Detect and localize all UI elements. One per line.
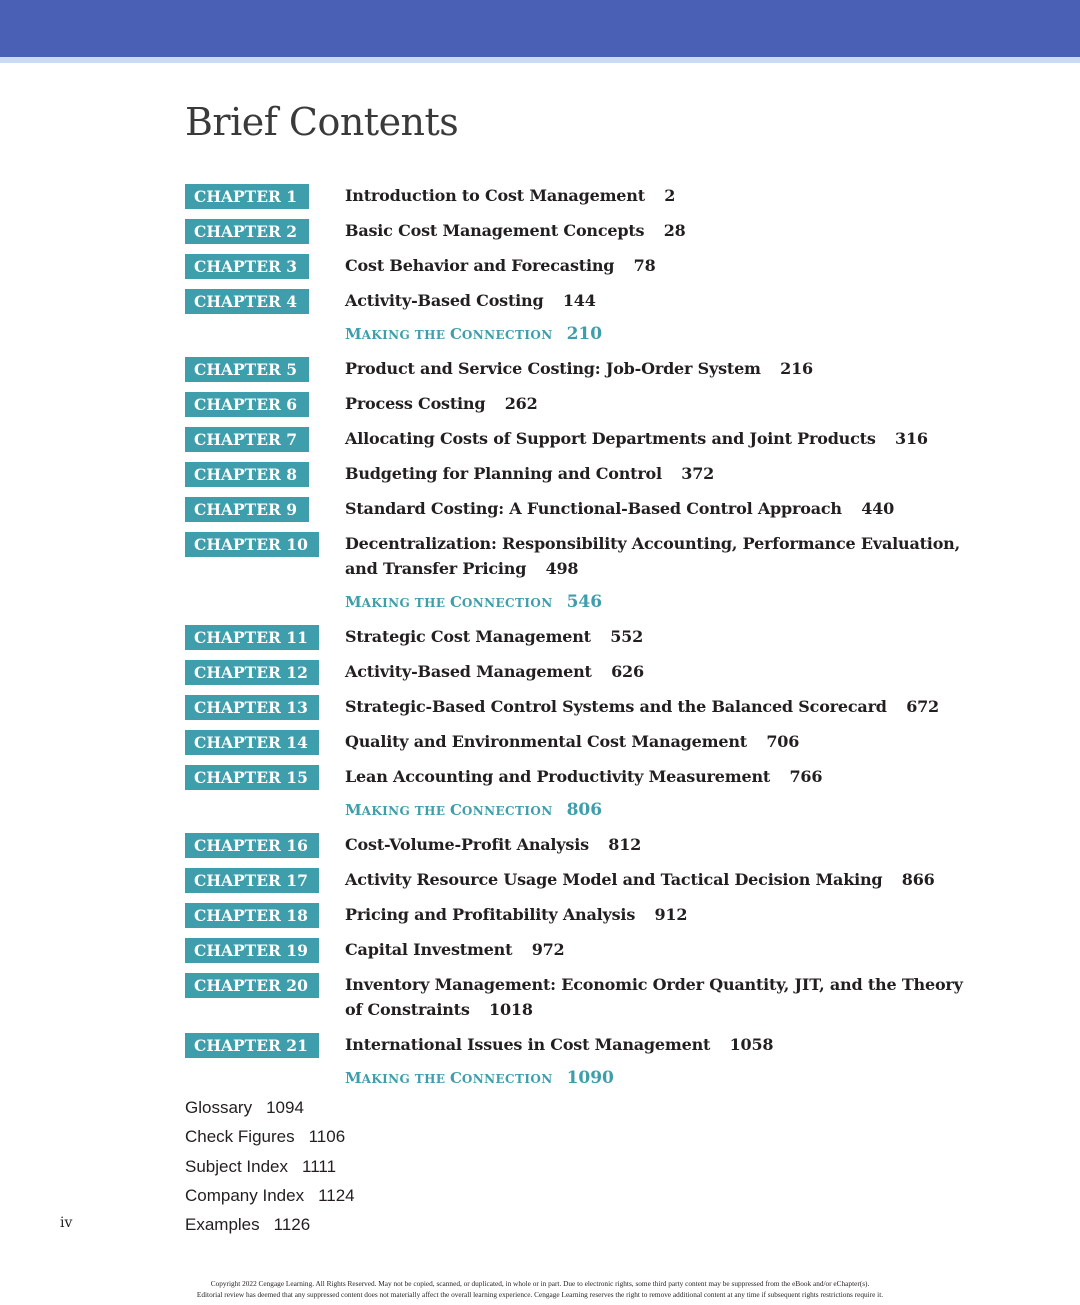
- backmatter-title: Subject Index: [185, 1156, 289, 1176]
- toc-entry[interactable]: [185, 867, 975, 892]
- page-number: 1018: [489, 1000, 533, 1019]
- chapter-title: Activity-Based Costing: [345, 291, 544, 310]
- chapter-badge: CHAPTER 10: [185, 532, 319, 557]
- chapter-entry: [345, 867, 975, 892]
- page-number: 372: [681, 464, 715, 483]
- page-number: 210: [566, 324, 603, 344]
- chapter-badge: CHAPTER 2: [185, 219, 309, 244]
- chapter-badge: CHAPTER 20: [185, 973, 319, 998]
- connection-smallcaps: ONNECTION: [461, 328, 553, 342]
- page-number: 1111: [302, 1156, 337, 1176]
- chapter-badge: CHAPTER 9: [185, 497, 309, 522]
- making-the-connection-entry[interactable]: [345, 591, 975, 614]
- chapter-title: Basic Cost Management Concepts: [345, 221, 645, 240]
- chapter-entry: [345, 902, 975, 927]
- page-number: 1058: [729, 1035, 774, 1054]
- chapter-badge: CHAPTER 12: [185, 660, 319, 685]
- toc-entry[interactable]: [185, 461, 975, 486]
- chapter-badge: CHAPTER 6: [185, 392, 309, 417]
- page-number: 672: [906, 697, 939, 716]
- chapter-entry: [345, 496, 975, 521]
- connection-initial: C: [449, 593, 462, 611]
- page-number: 972: [531, 940, 565, 959]
- connection-smallcaps: ONNECTION: [461, 1072, 553, 1086]
- chapter-title: Cost Behavior and Forecasting: [345, 256, 615, 275]
- chapter-title: Strategic-Based Control Systems and the Balanced Scorecard: [345, 697, 887, 716]
- chapter-badge: CHAPTER 19: [185, 938, 319, 963]
- chapter-title: Activity Resource Usage Model and Tactical Decision Making: [345, 870, 883, 889]
- chapter-entry: [345, 729, 975, 754]
- chapter-title: Lean Accounting and Productivity Measurement: [345, 767, 771, 786]
- connection-title: [345, 801, 553, 819]
- toc-entry[interactable]: [185, 902, 975, 927]
- connection-initial: M: [345, 801, 362, 819]
- chapter-title: Pricing and Profitability Analysis: [345, 905, 636, 924]
- making-the-connection-entry[interactable]: [345, 1067, 975, 1090]
- chapter-badge: CHAPTER 18: [185, 903, 319, 928]
- toc-entry[interactable]: [185, 253, 975, 278]
- page-number: 866: [901, 870, 935, 889]
- chapter-entry: [345, 288, 975, 313]
- toc-entry[interactable]: [185, 183, 975, 208]
- chapter-entry: [345, 764, 975, 789]
- chapter-title: Inventory Management: Economic Order Quantity, JIT, and the Theory of Constraints: [345, 975, 963, 1019]
- toc-entry[interactable]: [185, 496, 975, 521]
- chapter-entry: [345, 937, 975, 962]
- connection-initial: M: [345, 593, 362, 611]
- toc-entry[interactable]: [185, 694, 975, 719]
- page-number: 552: [610, 627, 644, 646]
- chapter-badge: CHAPTER 13: [185, 695, 319, 720]
- chapter-entry: [345, 218, 975, 243]
- toc-entry[interactable]: [185, 972, 975, 1022]
- connection-smallcaps: AKING THE: [361, 804, 450, 818]
- chapter-title: Decentralization: Responsibility Accounting, Performance Evaluation, and Transfer Pricing: [345, 534, 960, 578]
- toc-entry[interactable]: [185, 218, 975, 243]
- toc-entry[interactable]: [185, 531, 975, 581]
- toc-entry[interactable]: [185, 764, 975, 789]
- page-number: 912: [654, 905, 688, 924]
- backmatter-entry[interactable]: [185, 1212, 355, 1241]
- page-number: 498: [545, 559, 579, 578]
- page-number: 546: [566, 592, 603, 612]
- page-number: 766: [789, 767, 823, 786]
- toc-entry[interactable]: [185, 832, 975, 857]
- chapter-title: Process Costing: [345, 394, 486, 413]
- toc-entry[interactable]: [185, 624, 975, 649]
- page-number: 78: [633, 256, 656, 275]
- making-the-connection-entry[interactable]: [345, 323, 975, 346]
- backmatter-title: Check Figures: [185, 1127, 295, 1147]
- backmatter-title: Examples: [185, 1215, 260, 1235]
- backmatter-entry[interactable]: [185, 1154, 355, 1183]
- chapter-entry: [345, 624, 975, 649]
- chapter-entry: [345, 426, 975, 451]
- backmatter-entry[interactable]: [185, 1095, 355, 1124]
- connection-initial: C: [449, 325, 462, 343]
- connection-initial: M: [345, 325, 362, 343]
- chapter-badge: CHAPTER 17: [185, 868, 319, 893]
- chapter-title: Product and Service Costing: Job-Order System: [345, 359, 761, 378]
- chapter-title: Standard Costing: A Functional-Based Control Approach: [345, 499, 842, 518]
- page-number: 1124: [318, 1185, 355, 1205]
- chapter-title: Budgeting for Planning and Control: [345, 464, 662, 483]
- backmatter-entry[interactable]: [185, 1183, 355, 1212]
- chapter-entry: [345, 972, 975, 1022]
- chapter-title: Allocating Costs of Support Departments and Joint Products: [345, 429, 876, 448]
- chapter-entry: [345, 1032, 975, 1057]
- toc-entry[interactable]: [185, 426, 975, 451]
- chapter-badge: CHAPTER 15: [185, 765, 319, 790]
- connection-smallcaps: AKING THE: [361, 1072, 450, 1086]
- table-of-contents: [185, 183, 975, 1100]
- page-number: 1126: [273, 1215, 311, 1235]
- chapter-title: Quality and Environmental Cost Management: [345, 732, 747, 751]
- connection-smallcaps: ONNECTION: [461, 596, 553, 610]
- toc-entry[interactable]: [185, 729, 975, 754]
- connection-title: [345, 593, 553, 611]
- chapter-entry: [345, 531, 975, 581]
- connection-title: [345, 1069, 553, 1087]
- connection-smallcaps: AKING THE: [361, 596, 450, 610]
- chapter-title: Cost-Volume-Profit Analysis: [345, 835, 589, 854]
- page-number: 440: [861, 499, 895, 518]
- page-number: 812: [608, 835, 642, 854]
- chapter-entry: [345, 391, 975, 416]
- chapter-title: International Issues in Cost Management: [345, 1035, 711, 1054]
- copyright-notice: [60, 1278, 1020, 1300]
- backmatter-title: Glossary: [185, 1098, 253, 1117]
- connection-initial: M: [345, 1069, 362, 1087]
- making-the-connection-entry[interactable]: [345, 799, 975, 822]
- chapter-title: Introduction to Cost Management: [345, 186, 645, 205]
- toc-entry[interactable]: [185, 1032, 975, 1057]
- toc-entry[interactable]: [185, 659, 975, 684]
- page-title: Brief Contents: [185, 100, 459, 144]
- chapter-badge: CHAPTER 3: [185, 254, 309, 279]
- chapter-entry: [345, 461, 975, 486]
- page-number: 1090: [566, 1068, 614, 1088]
- page-number: 806: [566, 800, 603, 820]
- chapter-entry: [345, 694, 975, 719]
- page-number: 262: [504, 394, 538, 413]
- chapter-badge: CHAPTER 5: [185, 357, 309, 382]
- backmatter-title: Company Index: [185, 1185, 305, 1205]
- chapter-badge: CHAPTER 7: [185, 427, 309, 452]
- connection-smallcaps: ONNECTION: [461, 804, 553, 818]
- chapter-badge: CHAPTER 11: [185, 625, 319, 650]
- page-number: 28: [663, 221, 686, 240]
- chapter-title: Activity-Based Management: [345, 662, 592, 681]
- chapter-badge: CHAPTER 16: [185, 833, 319, 858]
- chapter-entry: [345, 183, 975, 208]
- connection-title: [345, 325, 553, 343]
- toc-entry[interactable]: [185, 391, 975, 416]
- page-number: 1094: [266, 1098, 304, 1117]
- connection-initial: C: [449, 1069, 462, 1087]
- page-number: 316: [895, 429, 928, 448]
- chapter-title: Capital Investment: [345, 940, 513, 959]
- chapter-badge: CHAPTER 8: [185, 462, 309, 487]
- chapter-title: Strategic Cost Management: [345, 627, 591, 646]
- chapter-badge: CHAPTER 21: [185, 1033, 319, 1058]
- page-folio: iv: [60, 1215, 73, 1231]
- toc-entry[interactable]: [185, 937, 975, 962]
- chapter-entry: [345, 832, 975, 857]
- copyright-line: Copyright 2022 Cengage Learning. All Rights Reserved. May not be copied, scanned, or duplicated, in whole or in part. Due to electronic rights, some third party content may be suppressed from the eBook and/or eChapter(s).: [210, 1279, 870, 1288]
- connection-smallcaps: AKING THE: [361, 328, 450, 342]
- backmatter-entry[interactable]: [185, 1124, 355, 1153]
- page-number: 2: [664, 186, 676, 205]
- header-rule: [0, 57, 1080, 63]
- page-number: 1106: [308, 1127, 346, 1147]
- chapter-entry: [345, 253, 975, 278]
- copyright-line: Editorial review has deemed that any suppressed content does not materially affect the overall learning experience. Cengage Learning reserves the right to remove additional content at any time if subsequent rights restrictions require it.: [196, 1290, 884, 1299]
- toc-entry[interactable]: [185, 356, 975, 381]
- chapter-badge: CHAPTER 1: [185, 184, 309, 209]
- chapter-entry: [345, 659, 975, 684]
- backmatter-list: [185, 1095, 355, 1241]
- page-number: 216: [780, 359, 813, 378]
- toc-entry[interactable]: [185, 288, 975, 313]
- page-number: 144: [562, 291, 596, 310]
- chapter-entry: [345, 356, 975, 381]
- connection-initial: C: [449, 801, 462, 819]
- header-band: [0, 0, 1080, 57]
- page-number: 626: [611, 662, 644, 681]
- chapter-badge: CHAPTER 4: [185, 289, 309, 314]
- chapter-badge: CHAPTER 14: [185, 730, 319, 755]
- page-number: 706: [766, 732, 800, 751]
